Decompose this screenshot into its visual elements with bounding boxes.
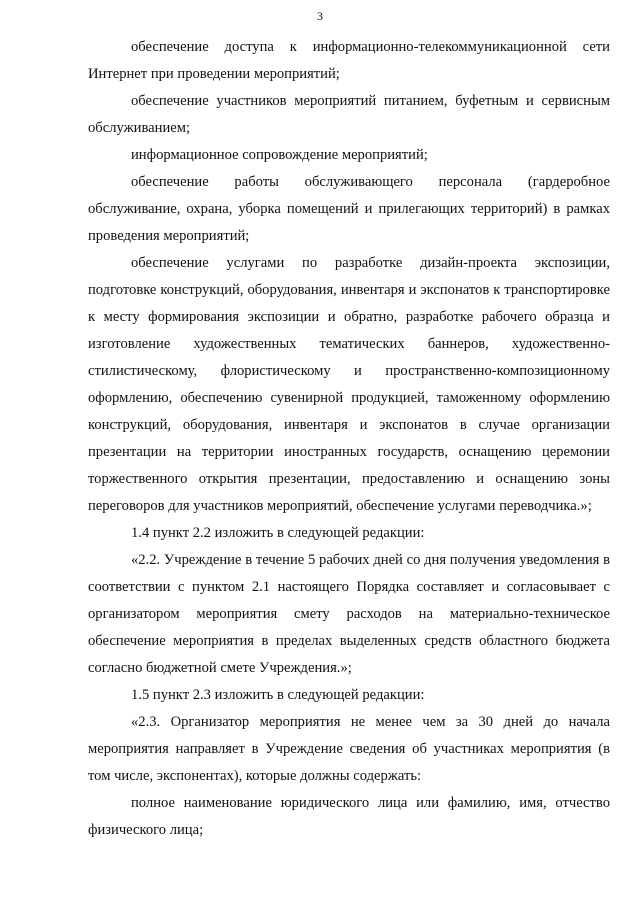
paragraph: полное наименование юридического лица или фамилию, имя, отчество физического лица; (88, 795, 610, 838)
page-number: 3 (317, 9, 323, 23)
paragraph: обеспечение работы обслуживающего персонала (гардеробное обслуживание, охрана, уборка помещений и прилегающих территорий) в рамках проведения мероприятий; (88, 174, 610, 244)
document-body (88, 34, 610, 844)
paragraph: «2.3. Организатор мероприятия не менее чем за 30 дней до начала мероприятия направляет в Учреждение сведения об участниках мероприятия (в том числе, экспонентах), которые должны содержать: (88, 714, 610, 784)
paragraph: 1.4 пункт 2.2 изложить в следующей редакции: (131, 525, 425, 541)
paragraph: обеспечение участников мероприятий питанием, буфетным и сервисным обслуживанием; (88, 93, 610, 136)
paragraph: «2.2. Учреждение в течение 5 рабочих дней со дня получения уведомления в соответствии с пунктом 2.1 настоящего Порядка составляет и согласовывает с организатором мероприятия смету расходов на материально-техническое обеспечение мероприятия в пределах выделенных средств областного бюджета согласно бюджетной смете Учреждения.»; (88, 552, 610, 676)
paragraph: обеспечение услугами по разработке дизайн-проекта экспозиции, подготовке конструкций, оборудования, инвентаря и экспонатов к транспортировке к месту формирования экспозиции и обратно, разработке рабочего образца и изготовление художественных тематических баннеров, художественно-стилистическому, флористическому и пространственно-композиционному оформлению, обеспечению сувенирной продукцией, таможенному оформлению конструкций, оборудования, инвентаря и экспонатов в случае организации презентации на территории иностранных государств, оснащению церемонии торжественного открытия презентации, предоставлению и оснащению зоны переговоров для участников мероприятий, обеспечение услугами переводчика.»; (88, 255, 610, 514)
paragraph: 1.5 пункт 2.3 изложить в следующей редакции: (131, 687, 425, 703)
paragraph: информационное сопровождение мероприятий; (131, 147, 428, 163)
paragraph: обеспечение доступа к информационно-телекоммуникационной сети Интернет при проведении мероприятий; (88, 39, 610, 82)
